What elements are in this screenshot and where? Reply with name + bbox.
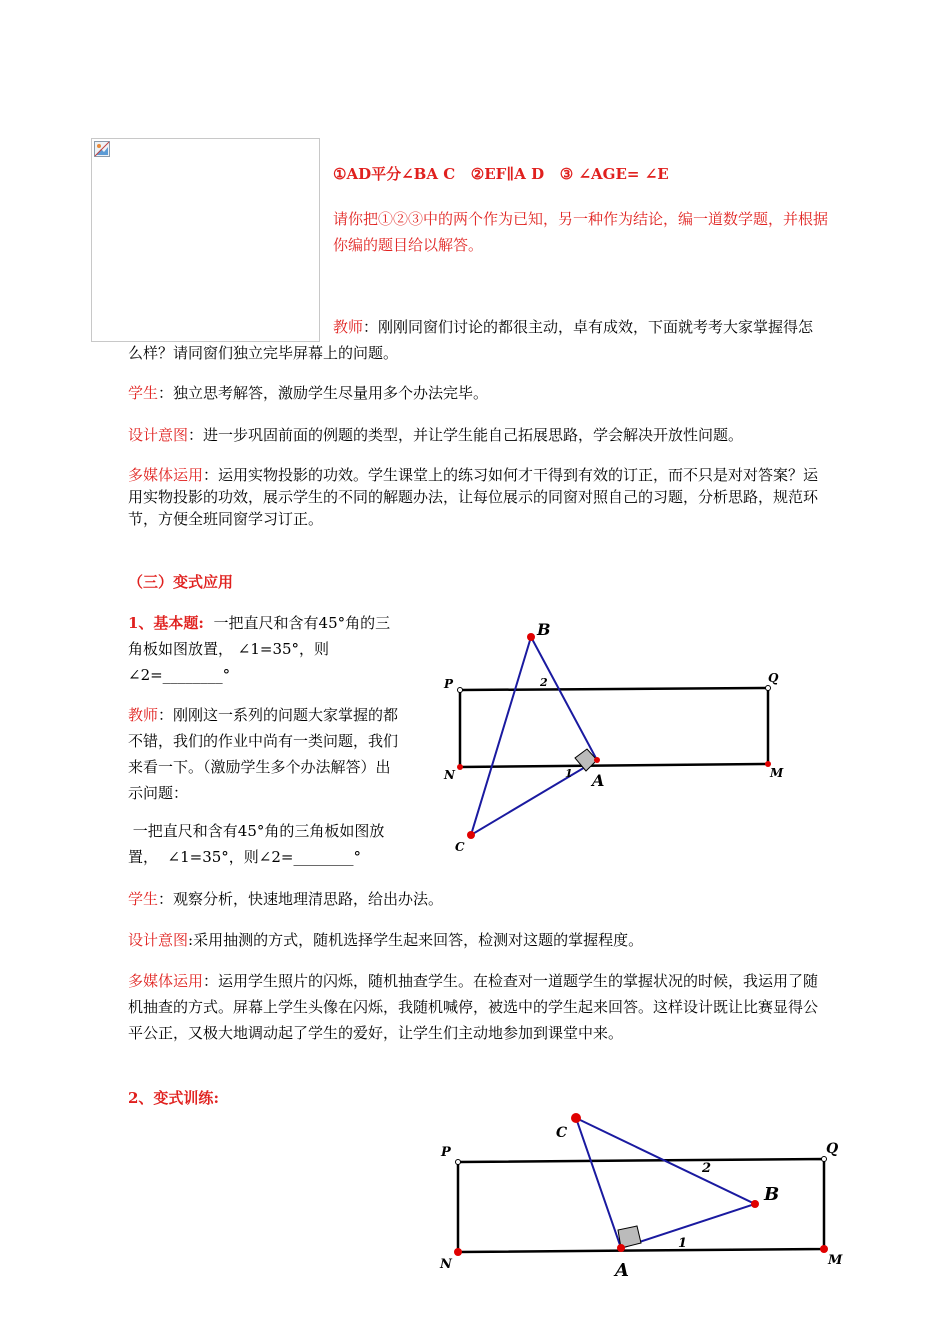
teacher-paragraph-1	[128, 314, 828, 366]
design-text: :采用抽测的方式，随机选择学生起来回答，检测对这题的掌握程度。	[188, 931, 644, 949]
section-heading: （三）变式应用	[128, 573, 234, 591]
student-paragraph-1	[128, 380, 828, 406]
teacher-text: ：刚刚同窗们讨论的都很主动，卓有成效，下面就考考大家掌握得怎么样？请同窗们独立完毕屏幕上的问题。	[128, 318, 814, 362]
label-n: N	[440, 1257, 452, 1272]
label-p: P	[444, 677, 454, 691]
teacher-label: 教师	[128, 706, 159, 724]
design-label: 设计意图	[128, 426, 189, 444]
point-c	[571, 1113, 581, 1123]
image-placeholder	[91, 138, 320, 342]
teacher-text: ：刚刚这一系列的问题大家掌握的都不错，我们的作业中尚有一类问题，我们来看一下。（激励学生多个办法解答）出示问题：	[128, 706, 399, 802]
ruler-rect	[460, 688, 768, 767]
media-label: 多媒体运用	[128, 466, 204, 484]
label-1: 1	[565, 767, 573, 780]
triangle	[471, 637, 597, 835]
point-n	[454, 1248, 462, 1256]
media-paragraph-1	[128, 464, 828, 530]
point-a	[617, 1244, 625, 1252]
basic-label: 1、基本题:	[128, 614, 204, 632]
figure-1	[430, 615, 810, 860]
label-p: P	[441, 1145, 451, 1160]
basic-problem	[128, 610, 403, 688]
variant-heading: 2、变式训练:	[128, 1089, 219, 1107]
student-label: 学生	[128, 384, 159, 402]
teacher-label: 教师	[333, 318, 364, 336]
label-b: B	[537, 620, 551, 639]
label-2: 2	[702, 1161, 712, 1176]
point-b	[751, 1200, 759, 1208]
point-p	[458, 688, 463, 693]
student-label: 学生	[128, 890, 159, 908]
media-paragraph-2	[128, 968, 828, 1046]
label-2: 2	[540, 676, 548, 689]
design-paragraph-1	[128, 422, 838, 448]
basic-text: 一把直尺和含有45°角的三角板如图放置， ∠1=35°，则∠2=________°	[128, 614, 391, 684]
triangle	[576, 1118, 755, 1248]
design-paragraph-2	[128, 927, 838, 953]
point-p	[456, 1160, 461, 1165]
ruler-rect	[458, 1159, 824, 1252]
media-text: ：运用实物投影的功效。学生课堂上的练习如何才干得到有效的订正，而不只是对对答案？运用实物投影的功效，展示学生的不同的解题办法，让每位展示的同窗对照自己的习题，分析思路，规范环节，方便全班同窗学习订正。	[128, 466, 819, 528]
label-q: Q	[768, 671, 779, 685]
student-text: ：观察分析，快速地理清思路，给出办法。	[158, 890, 444, 908]
design-text: ：进一步巩固前面的例题的类型，并让学生能自己拓展思路，学会解决开放性问题。	[188, 426, 744, 444]
point-n	[457, 764, 463, 770]
design-label: 设计意图	[128, 931, 189, 949]
media-label: 多媒体运用	[128, 972, 204, 990]
point-a	[594, 757, 600, 763]
media-text: ：运用学生照片的闪烁，随机抽查学生。在检查对一道题学生的掌握状况的时候，我运用了随机抽查的方式。屏幕上学生头像在闪烁，我随机喊停，被选中的学生起来回答。这样设计既让比赛显得公平公正，又极大地调动起了学生的爱好，让学生们主动地参加到课堂中来。	[128, 972, 819, 1042]
figure-2	[430, 1105, 850, 1290]
label-m: M	[828, 1253, 843, 1268]
student-text: ：独立思考解答，激励学生尽量用多个办法完毕。	[158, 384, 489, 402]
label-b: B	[764, 1184, 780, 1205]
teacher-paragraph-2	[128, 702, 403, 806]
label-c: C	[455, 840, 465, 854]
point-q	[822, 1157, 827, 1162]
point-m	[820, 1245, 828, 1253]
label-n: N	[444, 768, 455, 782]
broken-image-icon	[94, 141, 110, 157]
label-1: 1	[678, 1236, 688, 1251]
student-paragraph-2	[128, 886, 828, 912]
label-a: A	[615, 1260, 629, 1281]
point-b	[527, 633, 535, 641]
point-c	[467, 831, 475, 839]
label-c: C	[556, 1125, 568, 1141]
conditions-line: ①AD平分∠BA C ②EF∥A D ③ ∠AGE= ∠E	[333, 165, 669, 183]
problem-restated: 一把直尺和含有45°角的三角板如图放置， ∠1=35°，则∠2=________°	[128, 822, 385, 866]
task-text: 请你把①②③中的两个作为已知，另一种作为结论，编一道数学题，并根据你编的题目给以解答。	[333, 210, 829, 254]
label-a: A	[592, 771, 605, 790]
label-m: M	[770, 766, 784, 780]
label-q: Q	[826, 1141, 839, 1157]
point-q	[766, 686, 771, 691]
